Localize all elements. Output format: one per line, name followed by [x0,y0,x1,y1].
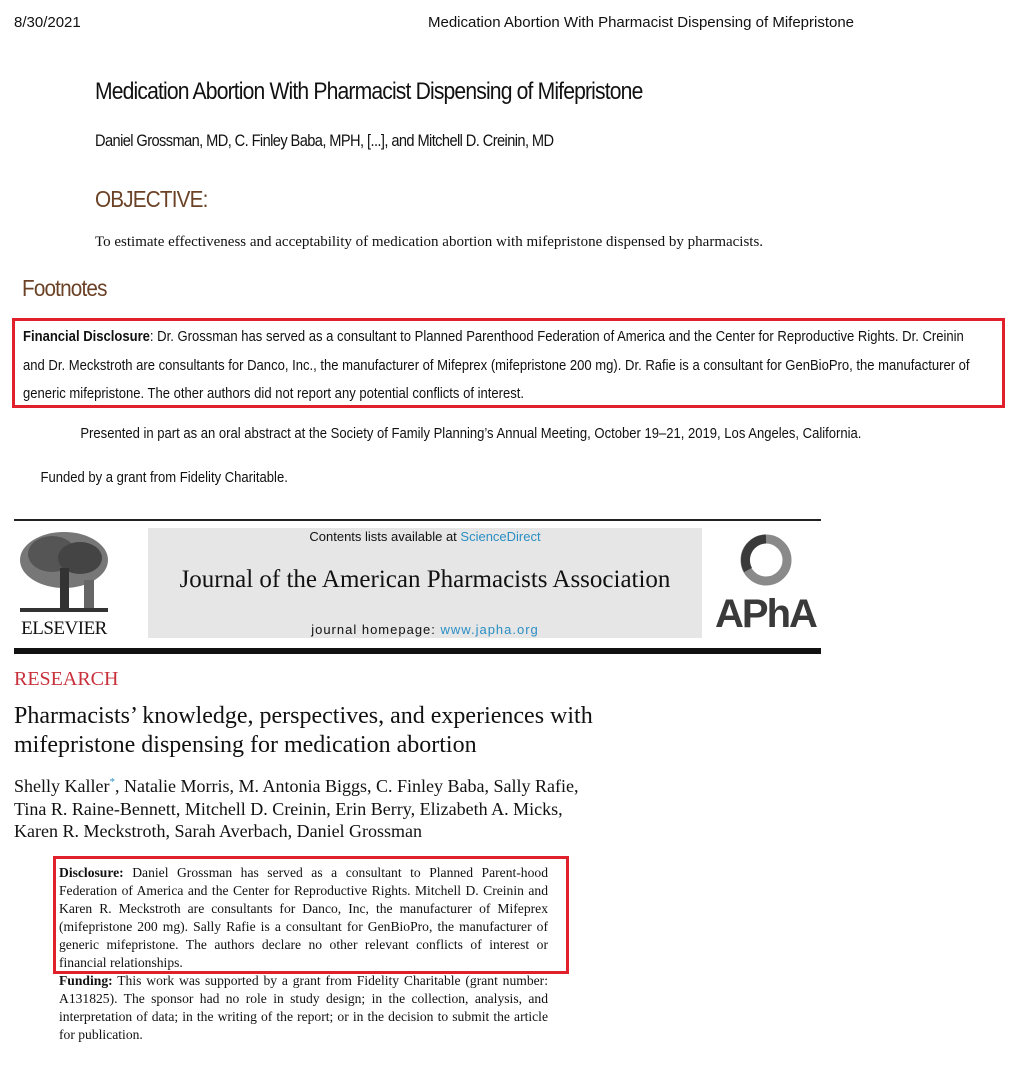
apha-wordmark: APhA [715,592,816,636]
paper-authors [14,771,578,843]
journal-banner [148,528,702,638]
print-header-title: Medication Abortion With Pharmacist Dispensing of Mifepristone [428,14,855,31]
author-list: Karen R. Meckstroth, Sarah Averbach, Daniel Grossman [14,821,423,841]
author-list: Tina R. Raine-Bennett, Mitchell D. Creinin, Erin Berry, Elizabeth A. Micks, [14,798,563,819]
financial-disclosure-label: Financial Disclosure [23,328,150,345]
disclosure-funding-block [59,864,548,1044]
financial-disclosure-text: : Dr. Grossman has served as a consultant to Planned Parenthood Federation of America and the Center for Reproductive Rights. Dr. Creinin and Dr. Meckstroth are consultants for Danco, Inc., the manufacturer of Mifeprex (mifepristone 200 mg). Dr. Rafie is a consultant for GenBioPro, the manufacturer of generic mifepristone. The other authors did not report any potential conflicts of interest. [23,328,970,402]
journal-header-bottom-rule [14,648,821,654]
journal-name: Journal of the American Pharmacists Association [179,566,671,593]
financial-disclosure-highlight [12,318,1005,408]
contents-line [148,529,702,544]
sciencedirect-link[interactable]: ScienceDirect [460,529,541,544]
author-name: Shelly Kaller [14,776,110,796]
apha-logo [708,532,823,640]
elsevier-wordmark: ELSEVIER [21,618,107,639]
disclosure-text: Daniel Grossman has served as a consultant to Planned Parent-hood Federation of America and the Center for Reproductive Rights. Mitchell D. Creinin and Karen R. Meckstroth are consultants for Danco, Inc, the manufacturer of Mifeprex (mifepristone 200 mg). Sally Rafie is a consultant for GenBioPro, the manufacturer of generic mifepristone. The authors declare no other relevant conflicts of interest or financial relationships. [59,865,548,970]
objective-heading: OBJECTIVE: [95,186,208,212]
contents-prefix: Contents lists available at [309,529,461,544]
article-authors: Daniel Grossman, MD, C. Finley Baba, MPH, [...], and Mitchell D. Creinin, MD [95,131,554,150]
article-title: Medication Abortion With Pharmacist Dispensing of Mifepristone [95,78,643,105]
presented-note: Presented in part as an oral abstract at the Society of Family Planning’s Annual Meeting, October 19–21, 2019, Los Angeles, California. [80,425,862,442]
print-date: 8/30/2021 [14,14,81,31]
financial-disclosure [23,323,989,409]
paper-title-line: mifepristone dispensing for medication abortion [14,732,477,758]
homepage-link[interactable]: www.japha.org [440,622,539,637]
homepage-line [148,622,702,637]
elsevier-tree-icon [14,528,114,616]
footnotes-heading: Footnotes [22,275,107,301]
paper-title [14,702,593,760]
objective-text: To estimate effectiveness and acceptability of medication abortion with mifepristone dispensed by pharmacists. [95,234,764,250]
homepage-prefix: journal homepage: [311,622,441,637]
corresponding-author-link[interactable]: * [109,776,115,788]
elsevier-logo [14,528,114,640]
section-label: RESEARCH [14,668,119,690]
author-list: , Natalie Morris, M. Antonia Biggs, C. Finley Baba, Sally Rafie, [114,776,579,796]
funding-label: Funding: [59,973,113,988]
disclosure-label: Disclosure: [59,865,124,880]
paper-title-line: Pharmacists’ knowledge, perspectives, and experiences with [14,703,593,729]
funded-note: Funded by a grant from Fidelity Charitable. [40,469,288,486]
journal-header-rule [14,519,821,521]
funding-text: This work was supported by a grant from Fidelity Charitable (grant number: A131825). The sponsor had no role in study design; in the collection, analysis, and interpretation of data; in the writing of the report; or in the decision to submit the article for publication. [59,973,548,1042]
apha-ring-icon [708,532,823,592]
